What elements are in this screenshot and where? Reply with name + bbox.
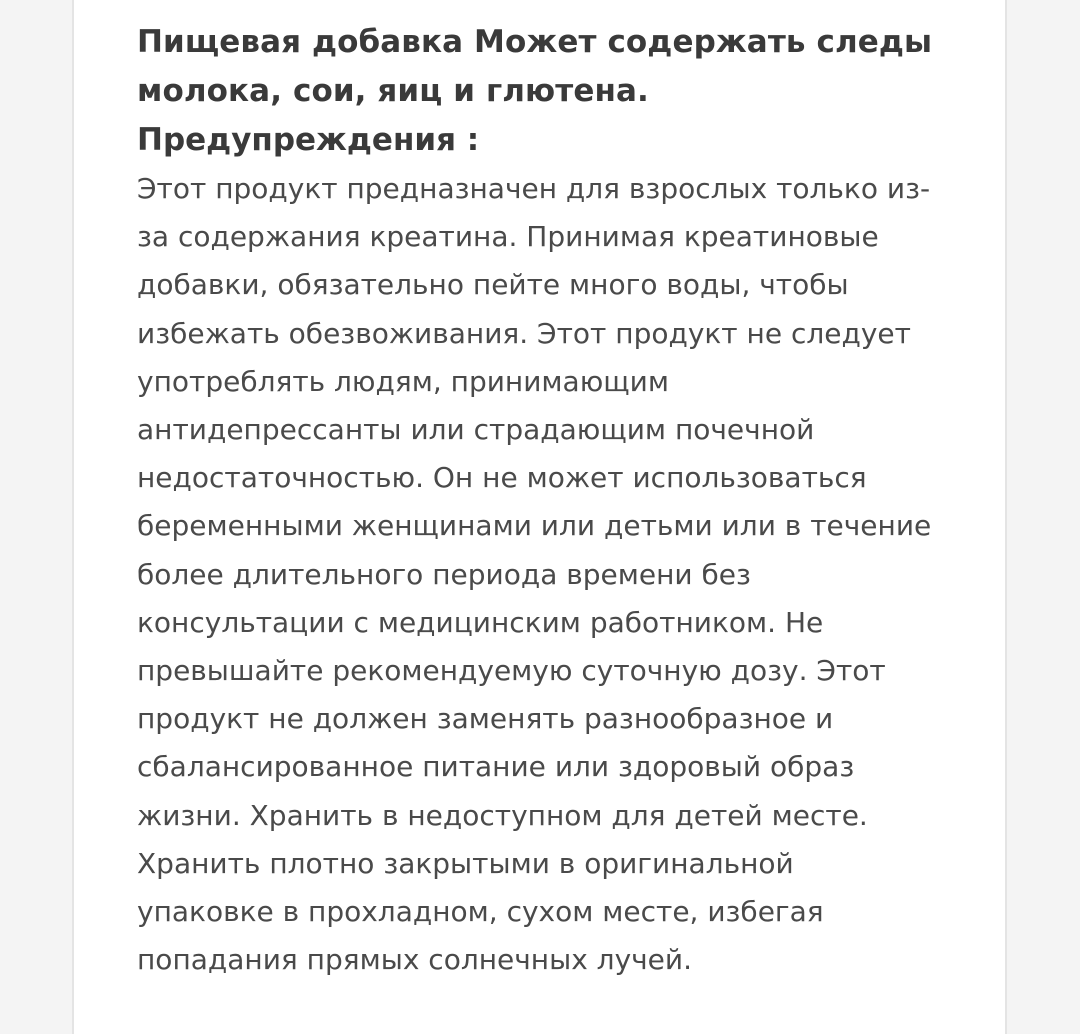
warnings-line: антидепрессанты или страдающим почечной bbox=[137, 413, 815, 447]
product-info-text bbox=[137, 18, 957, 116]
warnings-line: более длительного периода времени без bbox=[137, 557, 751, 591]
product-description bbox=[137, 18, 957, 984]
warnings-line: продукт не должен заменять разнообразное и bbox=[137, 702, 834, 736]
product-info-line: молока, сои, яиц и глютена. bbox=[137, 73, 649, 109]
warnings-line: Хранить плотно закрытыми в оригинальной bbox=[137, 846, 794, 880]
warnings-heading: Предупреждения : bbox=[137, 122, 480, 158]
warnings-line: избежать обезвоживания. Этот продукт не следует bbox=[137, 316, 911, 350]
warnings-line: добавки, обязательно пейте много воды, чтобы bbox=[137, 268, 849, 302]
warnings-line: консультации с медицинским работником. Не bbox=[137, 605, 824, 639]
warnings-line: попадания прямых солнечных лучей. bbox=[137, 943, 693, 977]
warnings-line: за содержания креатина. Принимая креатиновые bbox=[137, 220, 879, 254]
warnings-line: употреблять людям, принимающим bbox=[137, 364, 669, 398]
product-info-line: Пищевая добавка Может содержать следы bbox=[137, 24, 933, 60]
warnings-line: беременными женщинами или детьми или в течение bbox=[137, 509, 932, 543]
warnings-line: сбалансированное питание или здоровый образ bbox=[137, 750, 855, 784]
warnings-line: недостаточностью. Он не может использоваться bbox=[137, 461, 867, 495]
warnings-line: жизни. Хранить в недоступном для детей месте. bbox=[137, 798, 868, 832]
warnings-line: Этот продукт предназначен для взрослых только из- bbox=[137, 172, 931, 205]
content-card bbox=[72, 0, 1007, 1034]
warnings-line: превышайте рекомендуемую суточную дозу. Этот bbox=[137, 654, 886, 688]
warnings-text bbox=[137, 165, 957, 984]
warnings-line: упаковке в прохладном, сухом месте, избегая bbox=[137, 895, 824, 929]
